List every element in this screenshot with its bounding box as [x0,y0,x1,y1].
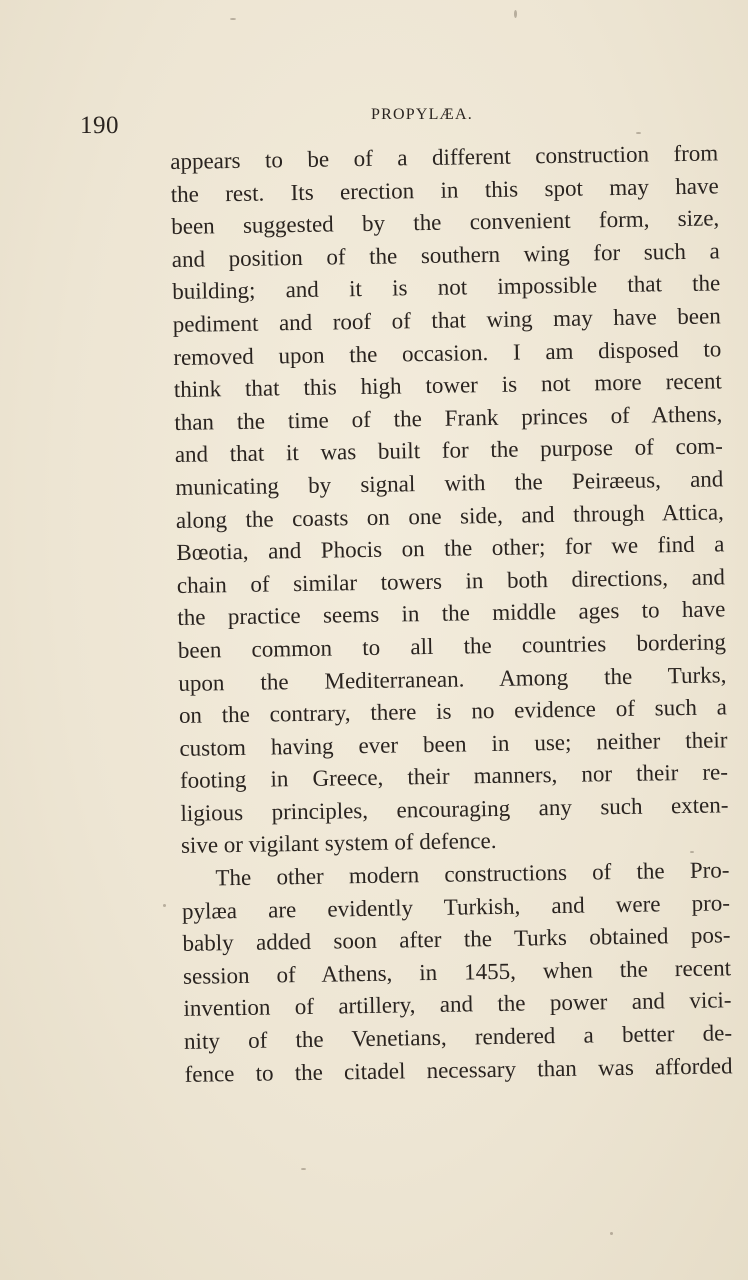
paper-speck [514,10,517,18]
text-line: municating by signal with the Peiræeus, and [175,466,724,500]
text-line: Bœotia, and Phocis on the other; for we find a [176,531,725,566]
text-line: been common to all the countries bordering [177,629,727,663]
text-line: appears to be of a different construction from [170,140,719,174]
text-line: and position of the southern wing for such a [171,238,720,272]
text-line: along the coasts on one side, and through Attica, [175,498,725,533]
text-line: pylæa are evidently Turkish, and were pro- [181,889,731,924]
text-line: bably added soon after the Turks obtained pos- [182,922,731,957]
paper-speck [610,1232,613,1235]
text-line: nity of the Venetians, rendered a better de- [183,1020,733,1054]
text-line: think that this high tower is not more recent [173,368,722,403]
text-line: the practice seems in the middle ages to have [177,596,726,631]
text-line: upon the Mediterranean. Among the Turks, [178,661,727,696]
running-title: PROPYLÆA. [371,106,473,123]
text-line: been suggested by the convenient form, size, [171,205,720,240]
page-number: 190 [80,112,119,139]
paper-speck [230,18,236,20]
text-line: ligious principles, encouraging any such exten- [180,792,729,826]
paper-speck [163,904,166,907]
text-line: on the contrary, there is no evidence of such a [178,694,728,729]
text-line: pediment and roof of that wing may have been [172,303,721,337]
text-line: invention of artillery, and the power and vici- [183,987,732,1022]
paper-speck [690,851,694,853]
text-line: removed upon the occasion. I am disposed to [173,335,722,370]
paper-speck [301,1168,306,1170]
paragraph-last-line: sive or vigilant system of defence. [180,828,497,859]
text-line: the rest. Its erection in this spot may have [170,172,719,207]
text-line: than the time of the Frank princes of Athens, [174,401,723,435]
text-line: and that it was built for the purpose of com- [174,433,723,468]
text-line: footing in Greece, their manners, nor their re- [179,759,729,794]
paper-speck [636,132,641,134]
paragraph-first-line: The other modern constructions of the Pro- [215,857,730,891]
text-line: fence to the citadel necessary than was afforded [184,1052,733,1087]
text-line: custom having ever been in use; neither their [179,727,728,761]
text-line: chain of similar towers in both directions, and [176,564,726,598]
text-line: session of Athens, in 1455, when the recent [182,955,732,989]
body-text [170,137,733,1091]
text-line: building; and it is not impossible that the [172,270,721,305]
